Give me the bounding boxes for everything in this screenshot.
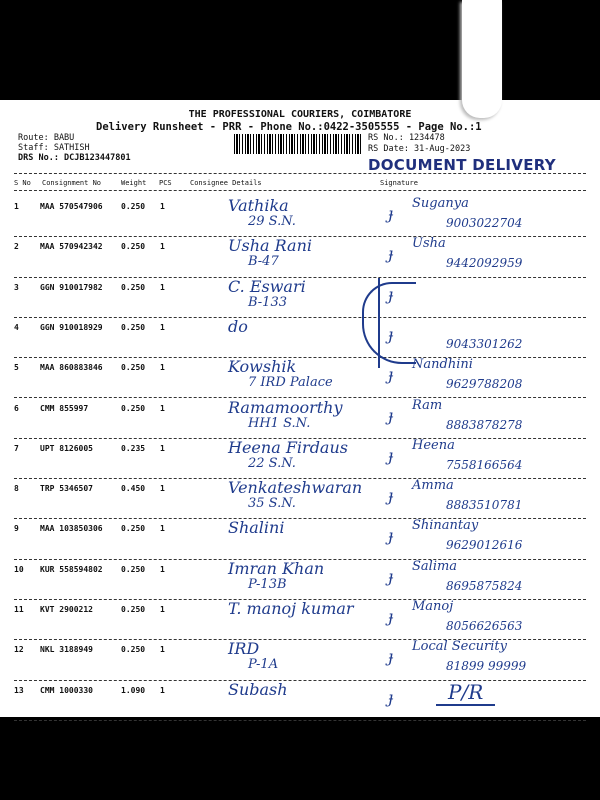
weight-value: 0.250 <box>121 605 146 614</box>
col-consignee: Consignee Details <box>190 179 262 187</box>
pieces-count: 1 <box>160 524 165 534</box>
consignee-name: Usha Rani <box>228 236 312 256</box>
consignment-number: NKL 3188949 <box>40 645 93 655</box>
pieces-count: 1 <box>160 605 165 614</box>
consignee-name: Imran Khan <box>228 558 325 578</box>
receiver-phone: 8056626563 <box>446 619 523 633</box>
signature-mark: ɟ <box>388 244 394 264</box>
receiver-phone: 9629788208 <box>446 377 523 392</box>
weight-value: 0.250 <box>121 403 146 413</box>
serial-number: 1 <box>14 202 19 211</box>
serial-number: 9 <box>14 524 19 534</box>
table-row <box>0 601 600 641</box>
consignee-name: Subash <box>228 679 288 699</box>
signature-text: Salima <box>412 558 458 574</box>
consignee-address: 22 S.N. <box>248 455 296 471</box>
receiver-phone: 8883878278 <box>446 417 523 432</box>
weight-value: 0.250 <box>121 202 146 211</box>
consignee-address: P-1A <box>248 657 279 673</box>
receiver-phone: 8695875824 <box>446 578 523 593</box>
serial-number: 5 <box>14 363 19 373</box>
table-row <box>0 276 600 319</box>
col-pcs: PCS <box>159 179 172 187</box>
consignment-number: KUR 558594802 <box>40 564 103 574</box>
runsheet-subtitle: Delivery Runsheet - PRR - Phone No.:0422-3505555 - Page No.:1 <box>96 121 482 133</box>
receiver-phone: 81899 99999 <box>446 659 527 674</box>
divider <box>14 173 586 174</box>
weight-value: 0.250 <box>121 524 146 534</box>
serial-number: 11 <box>14 605 24 614</box>
row-divider <box>14 720 586 721</box>
serial-number: 3 <box>14 282 19 292</box>
weight-value: 0.250 <box>121 322 146 332</box>
consignee-name: Venkateshwaran <box>228 478 363 498</box>
consignee-name: Heena Firdaus <box>228 437 348 457</box>
consignee-name: C. Eswari <box>228 276 306 296</box>
serial-number: 6 <box>14 403 19 413</box>
consignment-number: MAA 103850306 <box>40 524 103 534</box>
table-row <box>0 679 600 722</box>
consignee-name: Kowshik <box>228 357 297 377</box>
consignment-number: GGN 910018929 <box>40 322 103 332</box>
consignee-address: 29 S.N. <box>248 214 296 229</box>
table-row <box>0 359 600 399</box>
table-row <box>0 558 600 601</box>
route-label: Route: BABU <box>18 133 75 143</box>
staff-label: Staff: SATHISH <box>18 143 90 153</box>
company-title: THE PROFESSIONAL COURIERS, COIMBATORE <box>188 109 412 120</box>
col-signature: Signature <box>380 179 418 187</box>
signature-mark: ɟ <box>388 647 394 667</box>
consignment-number: MAA 570942342 <box>40 242 103 252</box>
signature-text: Amma <box>412 478 454 494</box>
weight-value: 1.090 <box>121 685 146 695</box>
signature-text: Local Security <box>412 639 507 655</box>
weight-value: 0.450 <box>121 484 146 494</box>
consignee-address: B-47 <box>248 254 279 270</box>
col-weight: Weight <box>121 179 147 187</box>
pieces-count: 1 <box>160 685 165 695</box>
signature-mark: ɟ <box>388 526 394 546</box>
table-row <box>0 480 600 520</box>
weight-value: 0.235 <box>121 443 146 453</box>
weight-value: 0.250 <box>121 363 146 373</box>
weight-value: 0.250 <box>121 645 146 655</box>
serial-number: 12 <box>14 645 24 655</box>
barcode <box>234 134 362 154</box>
pieces-count: 1 <box>160 403 165 413</box>
consignee-name: Vathika <box>228 196 289 215</box>
consignment-number: KVT 2900212 <box>40 605 93 614</box>
receiver-phone: 9043301262 <box>446 336 523 351</box>
drs-number: DRS No.: DCJB123447801 <box>18 153 131 163</box>
col-sno: S No <box>14 179 31 187</box>
consignee-address: 7 IRD Palace <box>248 375 333 391</box>
pieces-count: 1 <box>160 282 165 292</box>
consignee-name: Shalini <box>228 518 285 538</box>
pieces-count: 1 <box>160 363 165 373</box>
signature-text: Nandhini <box>412 357 473 373</box>
consignment-number: MAA 570547906 <box>40 202 103 211</box>
consignment-number: UPT 8126005 <box>40 443 93 453</box>
consignment-number: MAA 860883846 <box>40 363 103 373</box>
signature-text: Heena <box>412 437 455 453</box>
pieces-count: 1 <box>160 645 165 655</box>
divider <box>14 190 586 191</box>
consignee-address: HH1 S.N. <box>248 415 311 431</box>
pieces-count: 1 <box>160 484 165 494</box>
consignee-name: T. manoj kumar <box>228 599 354 618</box>
signature-text: Suganya <box>412 196 469 211</box>
row-divider <box>14 317 586 318</box>
rs-number: RS No.: 1234478 <box>368 133 445 143</box>
table-row <box>0 316 600 359</box>
serial-number: 4 <box>14 322 19 332</box>
table-row <box>0 238 600 278</box>
signature-text: Ram <box>412 397 443 413</box>
table-row <box>0 437 600 480</box>
signature-text: Shinantay <box>412 518 479 534</box>
receiver-phone: 9442092959 <box>446 256 523 271</box>
col-consignment: Consignment No <box>42 179 102 187</box>
table-row <box>0 397 600 440</box>
pieces-count: 1 <box>160 322 165 332</box>
consignment-number: GGN 910017982 <box>40 282 103 292</box>
rs-info <box>368 133 470 155</box>
serial-number: 13 <box>14 685 24 695</box>
signature-mark: ɟ <box>388 607 394 626</box>
table-row <box>0 520 600 560</box>
pieces-count: 1 <box>160 443 165 453</box>
pieces-count: 1 <box>160 242 165 252</box>
consignee-address: 35 S.N. <box>248 496 296 512</box>
signature-mark: ɟ <box>388 687 394 707</box>
pieces-count: 1 <box>160 564 165 574</box>
route-info <box>18 133 131 163</box>
signature-mark: ɟ <box>388 445 394 465</box>
signature-mark: ɟ <box>388 284 394 304</box>
consignment-number: TRP 5346507 <box>40 484 93 494</box>
consignment-number: CMM 1000330 <box>40 685 93 695</box>
signature-mark: ɟ <box>388 566 394 586</box>
receiver-phone: 8883510781 <box>446 498 523 513</box>
page-fold <box>462 0 502 118</box>
signature-mark: ɟ <box>388 365 394 385</box>
document-delivery-stamp: DOCUMENT DELIVERY <box>368 156 556 174</box>
consignee-name: Ramamoorthy <box>228 397 343 417</box>
row-divider <box>14 357 586 358</box>
scan-black-top <box>0 0 600 100</box>
consignee-address: B-133 <box>248 294 287 310</box>
serial-number: 10 <box>14 564 24 574</box>
pieces-count: 1 <box>160 202 165 211</box>
serial-number: 7 <box>14 443 19 453</box>
consignee-name: do <box>228 316 248 336</box>
signature-mark: ɟ <box>388 405 394 425</box>
row-divider <box>14 518 586 519</box>
receiver-phone: 9003022704 <box>446 216 523 230</box>
receiver-phone: 9629012616 <box>446 538 523 553</box>
signature-text: Usha <box>412 236 446 252</box>
scan-black-bottom <box>0 717 600 800</box>
signature-text: Manoj <box>412 599 454 614</box>
signature-text: P/R <box>436 680 495 706</box>
table-row <box>0 641 600 681</box>
signature-mark: ɟ <box>388 204 394 223</box>
weight-value: 0.250 <box>121 564 146 574</box>
signature-mark: ɟ <box>388 486 394 506</box>
consignee-name: IRD <box>228 639 260 659</box>
rs-date: RS Date: 31-Aug-2023 <box>368 144 471 154</box>
weight-value: 0.250 <box>121 242 146 252</box>
runsheet-page <box>0 100 600 717</box>
consignee-address: P-13B <box>248 576 287 592</box>
serial-number: 8 <box>14 484 19 494</box>
receiver-phone: 7558166564 <box>446 457 523 472</box>
weight-value: 0.250 <box>121 282 146 292</box>
consignment-number: CMM 855997 <box>40 403 89 413</box>
serial-number: 2 <box>14 242 19 252</box>
table-row <box>0 198 600 238</box>
signature-mark: ɟ <box>388 324 394 344</box>
row-divider <box>14 680 586 681</box>
